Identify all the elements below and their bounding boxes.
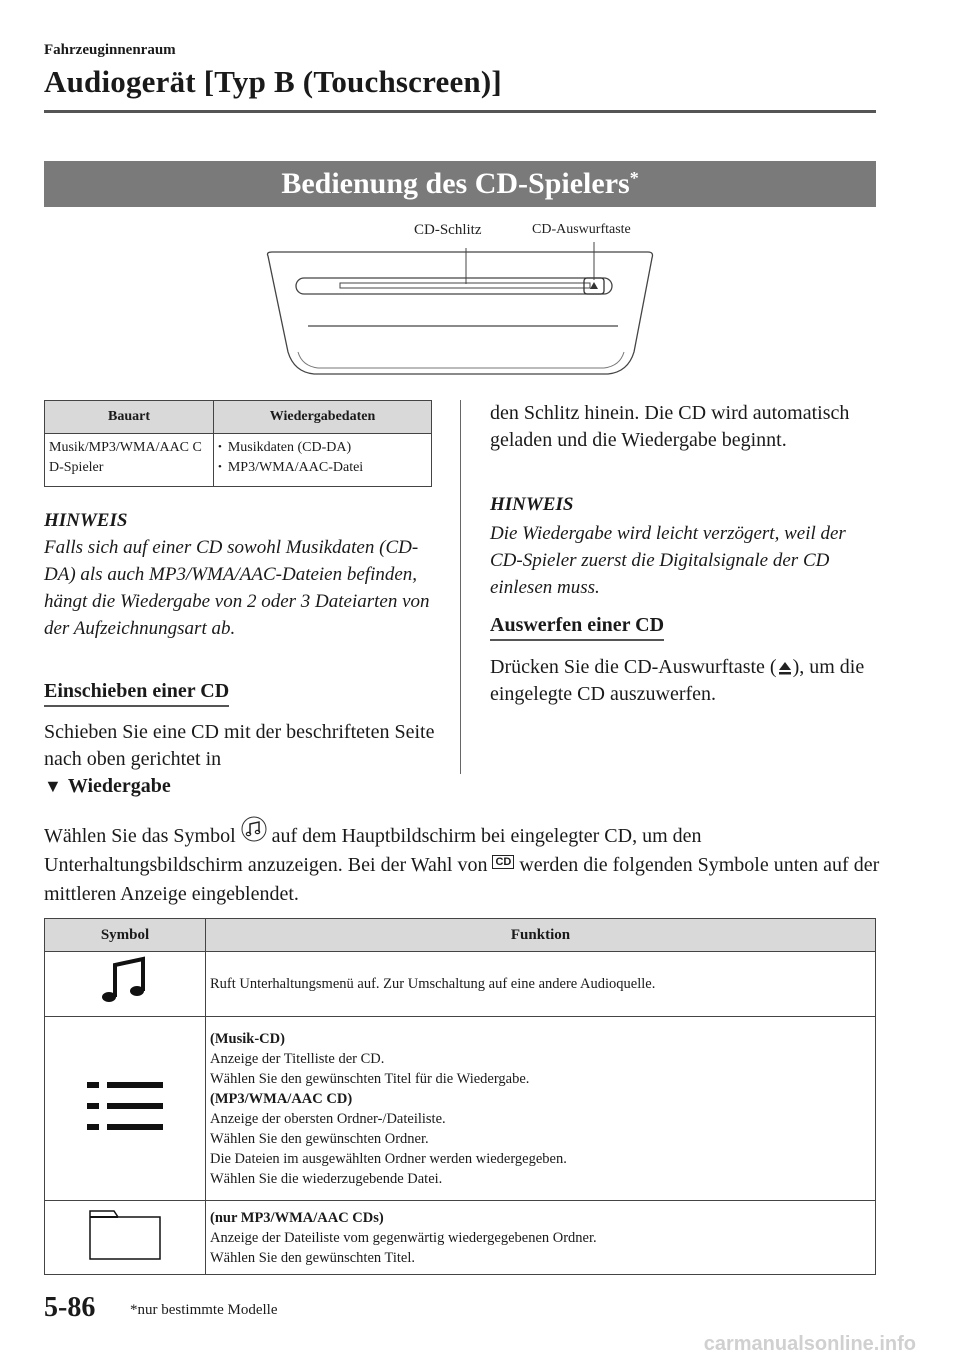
list-item: • MP3/WMA/AAC-Datei bbox=[218, 458, 427, 478]
col-header-type: Bauart bbox=[45, 401, 214, 434]
col-header-function: Funktion bbox=[206, 919, 876, 952]
music-note-icon bbox=[241, 816, 267, 842]
eject-text-after: ), um die eingelegte CD auszuwerfen. bbox=[490, 656, 865, 705]
cell-data bbox=[214, 434, 432, 487]
column-divider bbox=[460, 400, 461, 774]
col-header-data: Wiedergabedaten bbox=[214, 401, 432, 434]
symbol-cell bbox=[45, 1201, 206, 1275]
watermark: carmanualsonline.info bbox=[703, 1333, 916, 1355]
playback-text-2: auf dem Hauptbildschirm bei eingelegter CD, um den Unterhaltungsbildschirm anzuzeigen. Bei der Wahl von bbox=[44, 825, 702, 876]
insert-text-right: den Schlitz hinein. Die CD wird automatisch geladen und die Wiedergabe beginnt. bbox=[490, 402, 850, 451]
insert-heading: Einschieben einer CD bbox=[44, 680, 229, 707]
function-line: Die Dateien im ausgewählten Ordner werden wiedergegeben. bbox=[210, 1150, 567, 1167]
function-subheading: (Musik-CD) bbox=[210, 1030, 285, 1047]
symbol-cell bbox=[45, 952, 206, 1017]
folder-icon bbox=[88, 1209, 162, 1261]
function-line: Anzeige der Titelliste der CD. bbox=[210, 1050, 385, 1067]
playback-text-3: werden die folgenden Symbole unten auf der mittleren Anzeige eingeblendet. bbox=[44, 854, 880, 905]
playback-text bbox=[44, 822, 880, 909]
insert-text-left: Schieben Sie eine CD mit der beschrifteten Seite nach oben gerichtet in bbox=[44, 721, 435, 770]
cd-player-diagram bbox=[262, 242, 662, 392]
function-cell bbox=[206, 1201, 876, 1275]
banner-footnote-mark: * bbox=[629, 168, 639, 188]
eject-text-before: Drücken Sie die CD-Auswurftaste ( bbox=[490, 656, 777, 678]
function-subheading: (nur MP3/WMA/AAC CDs) bbox=[210, 1209, 384, 1226]
table-row bbox=[45, 1201, 876, 1275]
list-icon bbox=[85, 1080, 165, 1132]
cell-type: Musik/MP3/WMA/AAC CD-Spieler bbox=[45, 434, 214, 487]
section-label: Fahrzeuginnenraum bbox=[44, 42, 176, 58]
list-item: • Musikdaten (CD-DA) bbox=[218, 438, 427, 458]
eject-text bbox=[490, 654, 880, 708]
col-header-symbol: Symbol bbox=[45, 919, 206, 952]
playback-heading bbox=[44, 775, 171, 798]
eject-heading: Auswerfen einer CD bbox=[490, 614, 664, 641]
section-banner bbox=[44, 161, 876, 207]
function-line: Wählen Sie den gewünschten Ordner. bbox=[210, 1130, 429, 1147]
table-row bbox=[45, 1017, 876, 1201]
banner-title: Bedienung des CD-Spielers bbox=[281, 167, 630, 200]
playback-text-1: Wählen Sie das Symbol bbox=[44, 825, 241, 847]
function-line: Wählen Sie die wiederzugebende Datei. bbox=[210, 1170, 443, 1187]
function-line: Wählen Sie den gewünschten Titel. bbox=[210, 1249, 415, 1266]
function-line: Anzeige der Dateiliste vom gegenwärtig wiedergegebenen Ordner. bbox=[210, 1229, 597, 1246]
title-rule bbox=[44, 110, 876, 113]
note-heading: HINWEIS bbox=[490, 494, 574, 515]
triangle-down-icon: ▼ bbox=[44, 776, 62, 796]
eject-icon bbox=[777, 660, 793, 676]
label-cd-slot: CD-Schlitz bbox=[414, 222, 482, 238]
function-cell: Ruft Unterhaltungsmenü auf. Zur Umschaltung auf eine andere Audioquelle. bbox=[206, 952, 876, 1017]
label-cd-eject: CD-Auswurftaste bbox=[532, 222, 631, 237]
page-number: 5-86 bbox=[44, 1292, 96, 1323]
table-row bbox=[45, 952, 876, 1017]
footnote: *nur bestimmte Modelle bbox=[130, 1302, 278, 1318]
cd-type-table bbox=[44, 400, 432, 487]
function-line: Wählen Sie den gewünschten Titel für die Wiedergabe. bbox=[210, 1070, 530, 1087]
symbol-table bbox=[44, 918, 876, 1275]
note-heading: HINWEIS bbox=[44, 510, 128, 531]
note-text: Falls sich auf einer CD sowohl Musikdaten (CD-DA) als auch MP3/WMA/AAC-Dateien befinden, hängt die Wiedergabe von 2 oder 3 Dateiarten von der Aufzeichnungsart ab. bbox=[44, 537, 430, 639]
function-line: Anzeige der obersten Ordner-/Dateiliste. bbox=[210, 1110, 446, 1127]
page-title: Audiogerät [Typ B (Touchscreen)] bbox=[44, 64, 502, 99]
function-subheading: (MP3/WMA/AAC CD) bbox=[210, 1090, 353, 1107]
playback-heading-label: Wiedergabe bbox=[67, 775, 171, 797]
function-cell bbox=[206, 1017, 876, 1201]
symbol-cell bbox=[45, 1017, 206, 1201]
cd-source-icon: CD bbox=[492, 855, 514, 869]
music-note-icon bbox=[95, 953, 155, 1009]
note-text: Die Wiedergabe wird leicht verzögert, weil der CD-Spieler zuerst die Digitalsignale der CD einlesen muss. bbox=[490, 523, 846, 598]
